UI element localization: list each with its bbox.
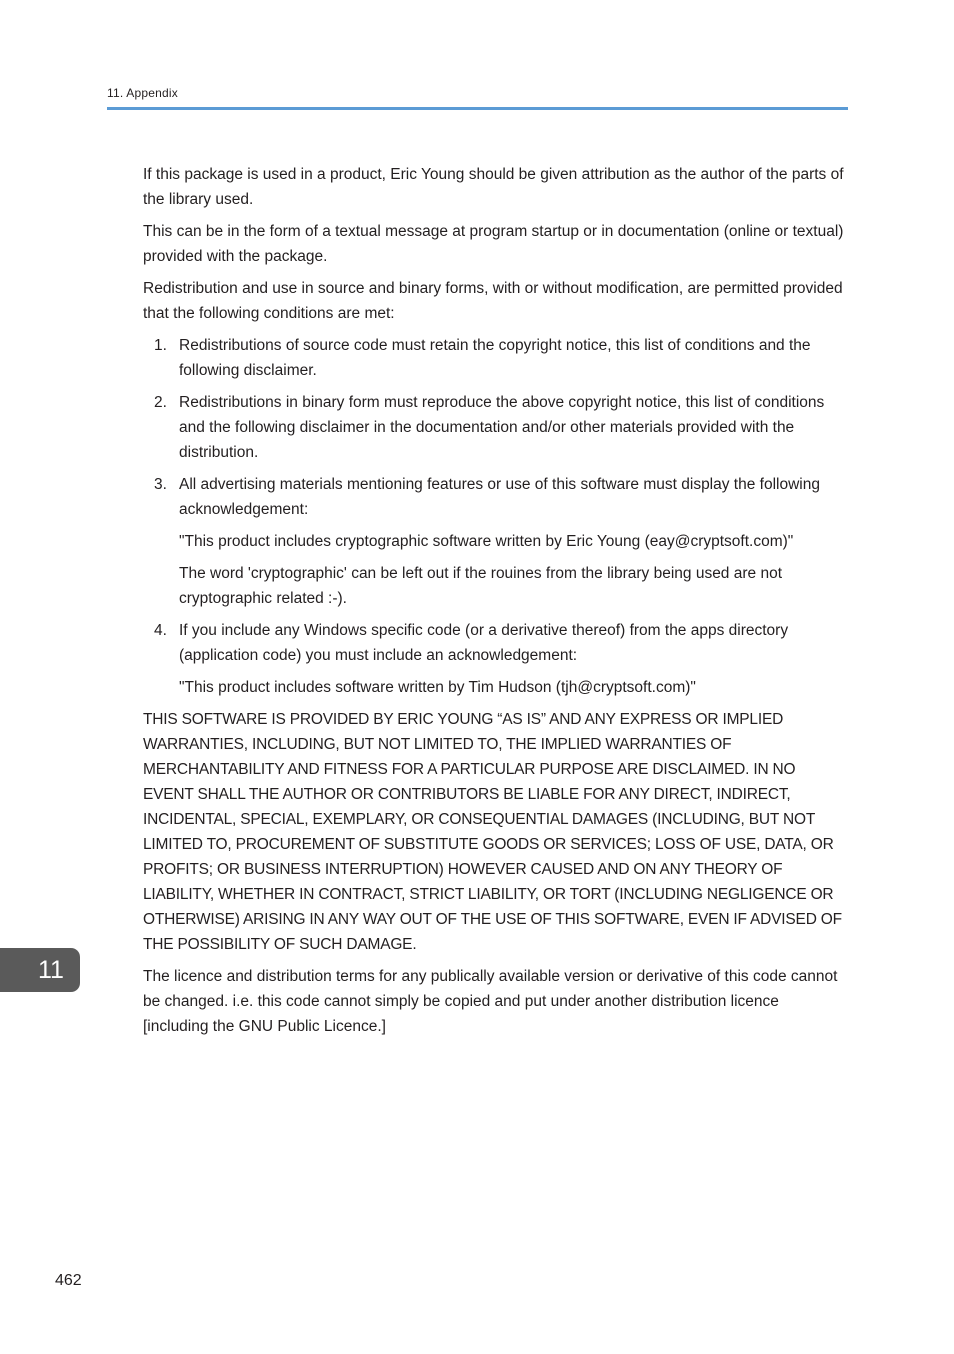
header-rule [107, 107, 848, 110]
paragraph-licence-terms: The licence and distribution terms for any publically available version or derivative of this code cannot be changed. i.e. this code cannot simply be copied and put under another distribution licence [including the GNU Public Licence.] [143, 968, 838, 1035]
running-header: 11. Appendix [107, 86, 178, 100]
list-item [143, 333, 845, 383]
acknowledgement-quote: "This product includes cryptographic software written by Eric Young (eay@cryptsoft.com)" [179, 533, 794, 550]
list-item-number: 4. [154, 622, 167, 639]
paragraph-message-form: This can be in the form of a textual message at program startup or in documentation (online or textual) provided with the package. [143, 223, 844, 265]
list-item-text: All advertising materials mentioning features or use of this software must display the following acknowledgement: [179, 476, 820, 518]
list-item [143, 618, 845, 700]
acknowledgement-quote: "This product includes software written by Tim Hudson (tjh@cryptsoft.com)" [179, 679, 696, 696]
list-item-number: 3. [154, 476, 167, 493]
acknowledgement-note: The word 'cryptographic' can be left out if the rouines from the library being used are not cryptographic related :-). [179, 565, 782, 607]
page-number: 462 [55, 1272, 82, 1289]
paragraph-attribution: If this package is used in a product, Eric Young should be given attribution as the author of the parts of the library used. [143, 166, 844, 208]
page-content [143, 162, 845, 1046]
list-item-number: 1. [154, 337, 167, 354]
list-item [143, 390, 845, 465]
list-item-text: If you include any Windows specific code (or a derivative thereof) from the apps directory (application code) you must include an acknowledgement: [179, 622, 789, 664]
chapter-tab: 11 [0, 948, 80, 992]
paragraph-redistribution: Redistribution and use in source and binary forms, with or without modification, are permitted provided that the following conditions are met: [143, 280, 843, 322]
list-item [143, 472, 845, 611]
list-item-text: Redistributions in binary form must reproduce the above copyright notice, this list of conditions and the following disclaimer in the documentation and/or other materials provided with the distribution. [179, 394, 825, 461]
list-item-text: Redistributions of source code must retain the copyright notice, this list of conditions and the following disclaimer. [179, 337, 811, 379]
conditions-list [143, 333, 845, 700]
list-item-number: 2. [154, 394, 167, 411]
warranty-disclaimer: THIS SOFTWARE IS PROVIDED BY ERIC YOUNG “AS IS” AND ANY EXPRESS OR IMPLIED WARRANTIES, INCLUDING, BUT NOT LIMITED TO, THE IMPLIED WARRANTIES OF MERCHANTABILITY AND FITNESS FOR A PARTICULAR PURPOSE ARE DISCLAIMED. IN NO EVENT SHALL THE AUTHOR OR CONTRIBUTORS BE LIABLE FOR ANY DIRECT, INDIRECT, INCIDENTAL, SPECIAL, EXEMPLARY, OR CONSEQUENTIAL DAMAGES (INCLUDING, BUT NOT LIMITED TO, PROCUREMENT OF SUBSTITUTE GOODS OR SERVICES; LOSS OF USE, DATA, OR PROFITS; OR BUSINESS INTERRUPTION) HOWEVER CAUSED AND ON ANY THEORY OF LIABILITY, WHETHER IN CONTRACT, STRICT LIABILITY, OR TORT (INCLUDING NEGLIGENCE OR OTHERWISE) ARISING IN ANY WAY OUT OF THE USE OF THIS SOFTWARE, EVEN IF ADVISED OF THE POSSIBILITY OF SUCH DAMAGE. [143, 711, 842, 953]
